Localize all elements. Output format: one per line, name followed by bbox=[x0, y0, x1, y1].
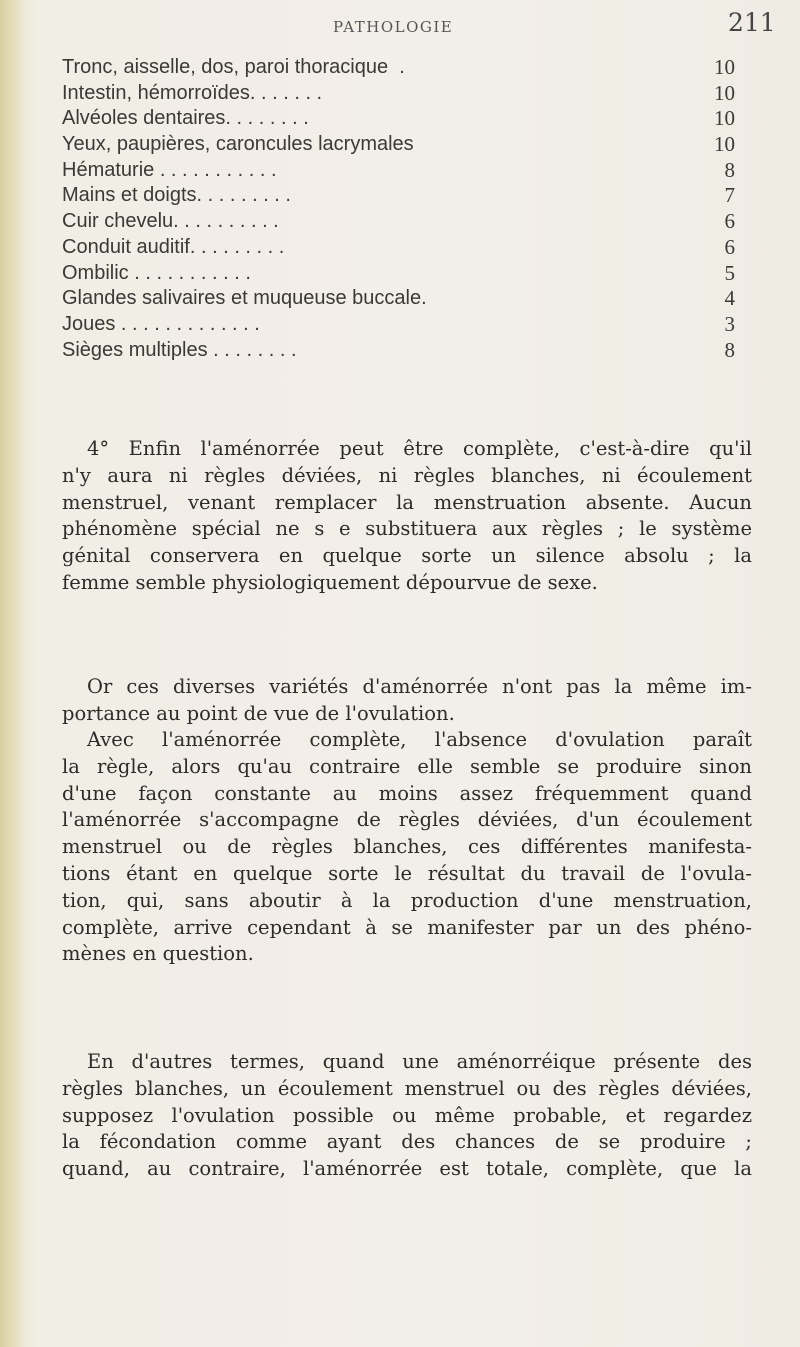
table-row bbox=[62, 55, 752, 81]
text-line: phénomène spécial ne s e substituera aux règles ; le système bbox=[62, 517, 752, 541]
row-value: 4 bbox=[724, 286, 735, 311]
text-line: mènes en question. bbox=[62, 942, 254, 966]
text-line: la fécondation comme ayant des chances de se produire ; bbox=[62, 1130, 752, 1154]
table-row bbox=[62, 209, 752, 235]
text-line: portance au point de vue de l'ovulation. bbox=[62, 701, 455, 725]
table-row bbox=[62, 81, 752, 107]
text-line: génital conservera en quelque sorte un silence absolu ; la bbox=[62, 544, 752, 568]
row-label: Ombilic . . . . . . . . . . . bbox=[62, 261, 251, 284]
table-row bbox=[62, 183, 752, 209]
text-line: n'y aura ni règles déviées, ni règles blanches, ni écoulement bbox=[62, 463, 752, 487]
row-label: Conduit auditif. . . . . . . . . bbox=[62, 235, 285, 258]
row-value: 6 bbox=[724, 209, 735, 234]
row-value: 7 bbox=[724, 183, 735, 208]
text-line: Avec l'aménorrée complète, l'absence d'ovulation paraît bbox=[87, 728, 752, 751]
paragraph-other-terms bbox=[62, 1049, 752, 1183]
text-line: En d'autres termes, quand une aménorréique présente des bbox=[87, 1050, 752, 1073]
text-line: la règle, alors qu'au contraire elle semble se produire sinon bbox=[62, 754, 752, 778]
row-value: 8 bbox=[724, 157, 735, 182]
page-number: 211 bbox=[728, 8, 776, 37]
text-line: supposez l'ovulation possible ou même probable, et regardez bbox=[62, 1103, 752, 1127]
page-header bbox=[0, 6, 800, 46]
row-value: 10 bbox=[714, 55, 735, 79]
text-line: menstruel ou de règles blanches, ces différentes manifesta- bbox=[62, 835, 752, 859]
statistics-table bbox=[62, 55, 752, 363]
row-value: 10 bbox=[714, 80, 735, 105]
table-row bbox=[62, 132, 752, 158]
text-line: quand, au contraire, l'aménorrée est totale, complète, que la bbox=[62, 1157, 752, 1181]
row-value: 5 bbox=[724, 260, 735, 285]
table-row bbox=[62, 312, 752, 338]
row-label: Hématurie . . . . . . . . . . . bbox=[62, 158, 277, 181]
table-row bbox=[62, 158, 752, 184]
row-label: Cuir chevelu. . . . . . . . . . bbox=[62, 210, 279, 233]
text-line: d'une façon constante au moins assez fréquemment quand bbox=[62, 781, 752, 805]
text-line: complète, arrive cependant à se manifester par un des phéno- bbox=[62, 915, 752, 939]
row-label: Tronc, aisselle, dos, paroi thoracique . bbox=[62, 56, 405, 78]
text-line: Or ces diverses variétés d'aménorrée n'ont pas la même im- bbox=[87, 675, 752, 698]
row-label: Mains et doigts. . . . . . . . . bbox=[62, 184, 291, 207]
text-line: règles blanches, un écoulement menstruel ou des règles déviées, bbox=[62, 1076, 752, 1100]
table-row bbox=[62, 106, 752, 132]
text-line: menstruel, venant remplacer la menstruation absente. Aucun bbox=[62, 490, 752, 514]
row-label: Sièges multiples . . . . . . . . bbox=[62, 338, 297, 361]
row-label: Yeux, paupières, caroncules lacrymales bbox=[62, 133, 414, 156]
row-label: Glandes salivaires et muqueuse buccale. bbox=[62, 287, 427, 310]
text-line: l'aménorrée s'accompagne de règles déviées, d'un écoulement bbox=[62, 808, 752, 832]
running-title: PATHOLOGIE bbox=[333, 18, 454, 36]
text-line: tion, qui, sans aboutir à la production d'une menstruation, bbox=[62, 888, 752, 912]
row-label: Joues . . . . . . . . . . . . . bbox=[62, 312, 260, 335]
text-line: 4° Enfin l'aménorrée peut être complète, c'est-à-dire qu'il bbox=[87, 437, 752, 460]
row-value: 10 bbox=[714, 132, 735, 157]
paragraph-ovulation bbox=[62, 727, 752, 968]
row-value: 10 bbox=[714, 106, 735, 131]
table-row bbox=[62, 286, 752, 312]
table-row bbox=[62, 235, 752, 261]
row-value: 6 bbox=[724, 234, 735, 259]
page-binding-edge bbox=[0, 0, 24, 1347]
row-label: Intestin, hémorroïdes. . . . . . . bbox=[62, 81, 323, 104]
paragraph-varieties bbox=[62, 674, 752, 728]
paragraph-complete-amenorrhea bbox=[62, 436, 752, 597]
row-label: Alvéoles dentaires. . . . . . . . bbox=[62, 107, 309, 130]
text-line: femme semble physiologiquement dépourvue de sexe. bbox=[62, 570, 598, 594]
row-value: 3 bbox=[724, 311, 735, 336]
text-line: tions étant en quelque sorte le résultat du travail de l'ovula- bbox=[62, 861, 752, 885]
row-value: 8 bbox=[724, 337, 735, 362]
table-row bbox=[62, 338, 752, 364]
table-row bbox=[62, 261, 752, 287]
